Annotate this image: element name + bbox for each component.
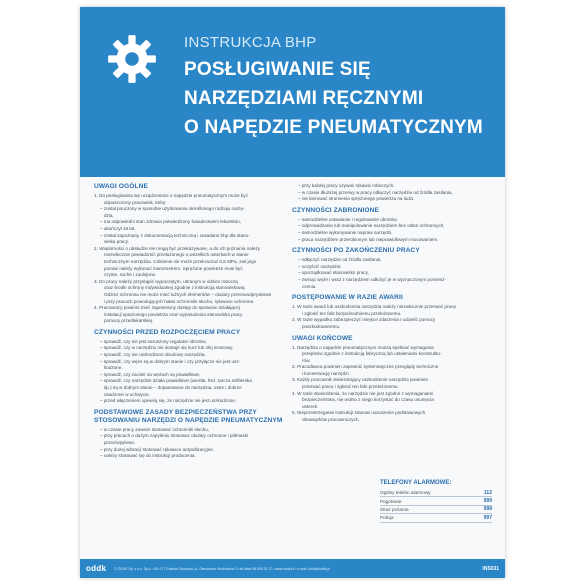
- phone-label: Policja: [380, 515, 394, 521]
- text-line: – sprawdź, czy węże są w dobrym stanie i czy przyłącze nie jest usz-: [100, 358, 241, 364]
- phone-label: Ogólny telefon alarmowy: [380, 490, 431, 496]
- section-title-after-work: CZYNNOŚCI PO ZAKOŃCZENIU PRACY: [292, 247, 420, 255]
- phone-label: Pogotowie: [380, 498, 402, 504]
- sheet-header: [80, 7, 505, 177]
- text-line: itp.) są w dobrym stanie – dopasowane do narzędzia, ostre i dobrze: [104, 385, 242, 391]
- section-final-notes-body: [292, 345, 492, 424]
- text-line: dzia,: [104, 212, 114, 218]
- section-forbidden-body: [292, 217, 492, 243]
- text-line: – w czasie dłuższej przerwy w pracy odłączyć narzędzie od źródła zasilania,: [298, 189, 453, 195]
- section-title-before-work: CZYNNOŚCI PRZED ROZPOCZĘCIEM PRACY: [94, 328, 241, 336]
- text-line: niezwłocznie powiadomić przełożonego o wszelkich usterkach w stanie: [104, 252, 249, 258]
- text-line: technicznym narzędzia. Ciśnienie nie może przekraczać 0,6 MPa, zaś jego: [104, 258, 257, 264]
- phone-row: [380, 514, 492, 522]
- text-line: – ma odpowiedni stan zdrowia potwierdzony świadectwem lekarskim,: [100, 219, 241, 225]
- text-line: i konserwację narzędzi.: [302, 370, 350, 376]
- text-line: 2. W razie wypadku zabezpieczyć miejsce zdarzenia i udzielić pomocy: [292, 317, 436, 323]
- title-line: POSŁUGIWANIE SIĘ: [184, 59, 371, 80]
- section-safety-rules-body: [94, 427, 284, 460]
- phone-number: 112: [483, 489, 492, 496]
- text-line: 2. Wiadomości o obsłudze nie mogą być przekazywane, a do ich poznania należy: [94, 245, 260, 251]
- text-line: 3. Do pracy należy przystąpić wypoczętym, ubranym w odzież roboczą: [94, 278, 238, 284]
- text-line: – sprawdź, czy narzędzie działa prawidłowo (wiertła, frez, tarcza szlifierska: [100, 378, 252, 384]
- text-line: 5. Nieprzestrzeganie instrukcji stanowi naruszenie podstawowych: [292, 410, 426, 416]
- text-line: 4. W razie stwierdzenia, że narzędzie nie jest zgodne z wymaganiami: [292, 390, 434, 396]
- text-line: przeciwpyłowe,: [104, 440, 136, 445]
- text-line: 1. Narzędzia o napędzie pneumatycznym muszą spełniać wymagania: [292, 344, 434, 350]
- section-title-forbidden: CZYNNOŚCI ZABRONIONE: [292, 206, 379, 214]
- section-intro-body: [292, 183, 492, 203]
- text-line: 2. Pracodawca powinien zapewnić systematyczne przeglądy techniczne: [292, 364, 439, 370]
- text-line: – sprawdź, czy zaciski na wężach są prawidłowe,: [100, 371, 201, 377]
- text-line: – ukończył 18 lat,: [100, 225, 136, 231]
- text-line: – odłączyć narzędzie od źródła zasilania,: [298, 257, 382, 263]
- text-line: – w czasie pracy zawsze stosować ochronniki słuchu,: [100, 426, 210, 432]
- text-line: rów.: [302, 357, 311, 363]
- document-code: INS031: [482, 565, 499, 572]
- text-line: poszkodowanemu.: [302, 323, 341, 329]
- section-general-body: [94, 193, 284, 325]
- sheet-footer: [80, 559, 505, 578]
- section-title-final-notes: UWAGI KOŃCOWE: [292, 334, 353, 342]
- left-column: [94, 183, 284, 460]
- text-line: usterek.: [302, 403, 319, 409]
- phone-number: 997: [483, 514, 492, 521]
- text-line: bezpieczeństwa, nie wolno z niego korzystać do czasu usunięcia: [302, 397, 434, 403]
- text-line: kodzone,: [104, 365, 123, 371]
- text-line: – przy pracach o dużym zapyleniu stosować okulary ochronne i półmaski: [100, 433, 249, 439]
- text-line: obowiązków pracowniczych.: [302, 417, 360, 423]
- text-line: – nie kierować strumienia sprężonego powietrza na ludzi.: [298, 196, 415, 202]
- gear-icon: [106, 33, 158, 85]
- text-line: – samodzielne ustawianie i regulowanie obrotów,: [298, 216, 398, 222]
- section-title-general: UWAGI OGÓLNE: [94, 183, 148, 190]
- text-line: – zwinąć węże i wraz z narzędziem odłożyć je w wyznaczonym pomiesz-: [298, 276, 447, 282]
- text-line: – przy dużej wibracji stosować rękawice antywibracyjne,: [100, 446, 215, 452]
- text-line: osadzone w uchwycie,: [104, 391, 150, 397]
- text-line: i przy pracach powodujących hałas ochronniki słuchu, rękawice ochronne.: [104, 298, 255, 304]
- section-title-emergency: POSTĘPOWANIE W RAZIE AWARII: [292, 294, 403, 302]
- section-title-safety-rules: PODSTAWOWE ZASADY BEZPIECZEŃSTWA PRZY STOSOWANIU NARZĘDZI O NAPĘDZIE PNEUMATYCZNYM: [94, 408, 283, 424]
- text-line: – został pouczony w sposobie użytkowania określonego rodzaju narzę-: [100, 206, 245, 212]
- text-line: instalacji sprężonego powietrza oraz wyposażenia stanowiska pracy: [104, 311, 243, 317]
- title-line: NARZĘDZIAMI RĘCZNYMI: [184, 88, 424, 109]
- page-title: [184, 55, 494, 142]
- text-line: – sprawdź, czy w narzędziu nie dostaje się kurz lub olej smarowy,: [100, 345, 234, 351]
- right-column: [292, 183, 492, 424]
- text-line: Odzież ochronna nie może mieć luźnych elementów – okulary przeciwodpryskowe: [104, 291, 272, 297]
- text-line: czeniu.: [302, 283, 317, 289]
- text-line: – przed włączeniem upewnij się, że narzędzie nie jest uszkodzone.: [100, 398, 237, 404]
- text-line: – należy stosować się do instrukcji producenta.: [100, 453, 196, 459]
- text-line: pomocy przedlekarskiej.: [104, 318, 154, 324]
- text-line: – przy każdej pracy używać rękawic roboczych,: [298, 183, 395, 188]
- text-line: przepisów zgodnie z instrukcją fabryczną lub ustaleniami konstrukto-: [302, 351, 442, 357]
- text-line: oraz środki ochrony indywidualnej zgodnie z instrukcją stanowiskową.: [104, 285, 246, 291]
- text-line: 3. Każdy pracownik stwierdzający uszkodzenie narzędzia powinien: [292, 377, 429, 383]
- phone-row: [380, 497, 492, 505]
- emergency-phones: [380, 479, 492, 523]
- phones-title: TELEFONY ALARMOWE:: [380, 480, 452, 486]
- text-line: 1. W razie awarii lub uszkodzenia narzędzia należy niezwłocznie przerwać pracę: [292, 304, 456, 310]
- text-line: – oczyścić narzędzie,: [298, 263, 342, 269]
- text-line: – praca narzędziem przerobionym lub nieprawidłowym mocowaniem.: [298, 236, 439, 242]
- text-line: pomiar należy wykonać manometrem. Sprężone powietrze musi być: [104, 265, 243, 271]
- text-line: – samodzielne wykonywanie napraw narzędzi,: [298, 229, 393, 235]
- section-after-work-body: [292, 257, 492, 290]
- text-line: i zgłosić ten fakt bezpośredniemu przełożonemu.: [302, 310, 402, 316]
- phone-number: 998: [483, 506, 492, 513]
- title-line: O NAPĘDZIE PNEUMATYCZNYM: [184, 117, 483, 138]
- text-line: – odprowadzanie lub manipulowanie narzędziem bez osłon ochronnych,: [298, 223, 445, 229]
- phone-number: 999: [483, 498, 492, 505]
- section-before-work-body: [94, 339, 284, 405]
- publisher-logo: oddk: [86, 564, 107, 573]
- text-line: – uporządkować stanowisko pracy,: [298, 270, 369, 276]
- text-line: wiska pracy.: [104, 239, 129, 245]
- instruction-sheet: [80, 7, 505, 578]
- text-line: przerwać pracę i zgłosić ten fakt przełożonemu.: [302, 384, 399, 390]
- text-line: dopuszczony pracownik, który:: [104, 199, 167, 205]
- phone-label: Straż pożarna: [380, 506, 409, 512]
- text-line: 4. Pracownicy powinni mieć zapewniony dostęp do sprawnie działającej: [94, 305, 240, 311]
- publisher-info: © ODDK Sp. z o.o. Sp.k. • 80-177 Gdańsk Olszynka, ul. Obwodnica Wschodnia 3 • tel./faks 58 554 20 17 • www.oddk.pl • e-mail: oddk@oddk.pl: [114, 566, 331, 571]
- text-line: 1. Do posługiwania się urządzeniami o napędzie pneumatycznym może być: [94, 193, 248, 198]
- text-line: – sprawdź, czy nie jest naruszony regulator obrotów,: [100, 338, 207, 344]
- phone-row: [380, 489, 492, 497]
- instruction-kicker: INSTRUKCJA BHP: [184, 34, 317, 51]
- text-line: czyste, suche i zaolejone.: [104, 272, 157, 278]
- text-line: – został zapoznany z dokumentacją techniczną i zasadami bhp dla stano-: [100, 232, 250, 238]
- section-emergency-body: [292, 304, 492, 330]
- text-line: – sprawdź, czy nie uszkodzono obudowy narzędzia,: [100, 352, 206, 358]
- phone-row: [380, 506, 492, 514]
